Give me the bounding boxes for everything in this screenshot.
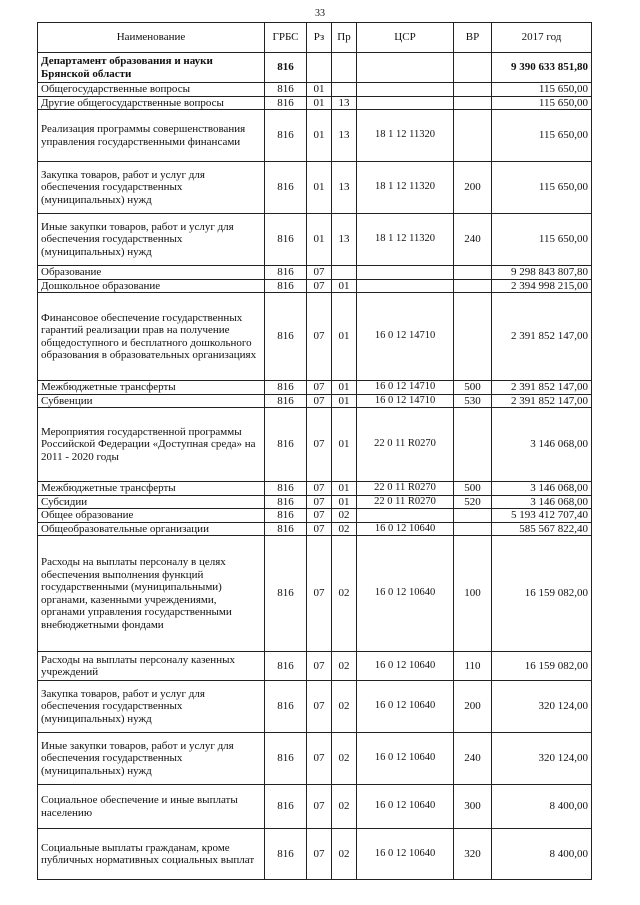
cell-csr: 16 0 12 10640 bbox=[357, 652, 454, 681]
cell-amount: 8 400,00 bbox=[492, 829, 592, 880]
table-row bbox=[38, 482, 592, 496]
cell-csr bbox=[357, 509, 454, 523]
cell-vr: 320 bbox=[454, 829, 492, 880]
cell-vr bbox=[454, 408, 492, 482]
cell-amount: 585 567 822,40 bbox=[492, 522, 592, 536]
cell-csr bbox=[357, 279, 454, 293]
table-row bbox=[38, 829, 592, 880]
cell-rz: 01 bbox=[307, 110, 332, 162]
cell-rz: 07 bbox=[307, 482, 332, 496]
cell-name: Дошкольное образование bbox=[38, 279, 265, 293]
cell-vr: 300 bbox=[454, 785, 492, 829]
table-row bbox=[38, 785, 592, 829]
cell-pr: 01 bbox=[332, 408, 357, 482]
cell-name: Общеобразовательные организации bbox=[38, 522, 265, 536]
cell-name: Закупка товаров, работ и услуг для обеспечения государственных (муниципальных) нужд bbox=[38, 681, 265, 733]
cell-pr: 02 bbox=[332, 536, 357, 652]
table-row bbox=[38, 96, 592, 110]
cell-pr: 01 bbox=[332, 394, 357, 408]
cell-rz: 01 bbox=[307, 83, 332, 97]
cell-name: Иные закупки товаров, работ и услуг для обеспечения государственных (муниципальных) нужд bbox=[38, 733, 265, 785]
table-row bbox=[38, 279, 592, 293]
cell-csr: 22 0 11 R0270 bbox=[357, 408, 454, 482]
cell-pr bbox=[332, 83, 357, 97]
cell-rz: 07 bbox=[307, 381, 332, 395]
cell-csr: 16 0 12 14710 bbox=[357, 394, 454, 408]
cell-rz: 07 bbox=[307, 829, 332, 880]
cell-rz: 01 bbox=[307, 214, 332, 266]
cell-csr: 16 0 12 10640 bbox=[357, 733, 454, 785]
cell-amount: 3 146 068,00 bbox=[492, 408, 592, 482]
cell-grbs: 816 bbox=[265, 829, 307, 880]
cell-csr: 22 0 11 R0270 bbox=[357, 482, 454, 496]
cell-vr: 110 bbox=[454, 652, 492, 681]
table-row bbox=[38, 83, 592, 97]
cell-pr: 02 bbox=[332, 522, 357, 536]
cell-vr: 200 bbox=[454, 681, 492, 733]
cell-pr: 02 bbox=[332, 681, 357, 733]
cell-amount: 115 650,00 bbox=[492, 214, 592, 266]
cell-csr: 16 0 12 10640 bbox=[357, 536, 454, 652]
cell-grbs: 816 bbox=[265, 408, 307, 482]
cell-pr: 02 bbox=[332, 733, 357, 785]
cell-amount: 3 146 068,00 bbox=[492, 482, 592, 496]
cell-rz: 07 bbox=[307, 495, 332, 509]
header-grbs: ГРБС bbox=[265, 23, 307, 53]
cell-rz: 07 bbox=[307, 785, 332, 829]
table-row bbox=[38, 509, 592, 523]
cell-grbs: 816 bbox=[265, 53, 307, 83]
cell-amount: 9 390 633 851,80 bbox=[492, 53, 592, 83]
cell-rz: 07 bbox=[307, 408, 332, 482]
cell-pr: 02 bbox=[332, 785, 357, 829]
cell-rz bbox=[307, 53, 332, 83]
cell-vr bbox=[454, 266, 492, 280]
cell-vr: 200 bbox=[454, 162, 492, 214]
cell-vr bbox=[454, 522, 492, 536]
page-number: 33 bbox=[315, 8, 325, 19]
cell-grbs: 816 bbox=[265, 522, 307, 536]
cell-csr: 16 0 12 14710 bbox=[357, 293, 454, 381]
cell-vr: 240 bbox=[454, 214, 492, 266]
cell-vr: 530 bbox=[454, 394, 492, 408]
cell-csr: 16 0 12 10640 bbox=[357, 785, 454, 829]
cell-pr: 13 bbox=[332, 214, 357, 266]
cell-amount: 9 298 843 807,80 bbox=[492, 266, 592, 280]
cell-name: Общегосударственные вопросы bbox=[38, 83, 265, 97]
cell-grbs: 816 bbox=[265, 733, 307, 785]
cell-csr bbox=[357, 83, 454, 97]
cell-pr: 13 bbox=[332, 96, 357, 110]
header-rz: Рз bbox=[307, 23, 332, 53]
cell-vr: 240 bbox=[454, 733, 492, 785]
cell-pr: 13 bbox=[332, 110, 357, 162]
cell-grbs: 816 bbox=[265, 785, 307, 829]
cell-rz: 07 bbox=[307, 266, 332, 280]
cell-grbs: 816 bbox=[265, 495, 307, 509]
cell-grbs: 816 bbox=[265, 536, 307, 652]
cell-pr: 02 bbox=[332, 829, 357, 880]
header-name: Наименование bbox=[38, 23, 265, 53]
cell-amount: 2 394 998 215,00 bbox=[492, 279, 592, 293]
cell-name: Межбюджетные трансферты bbox=[38, 381, 265, 395]
cell-rz: 01 bbox=[307, 96, 332, 110]
cell-amount: 16 159 082,00 bbox=[492, 652, 592, 681]
cell-grbs: 816 bbox=[265, 83, 307, 97]
cell-name: Закупка товаров, работ и услуг для обеспечения государственных (муниципальных) нужд bbox=[38, 162, 265, 214]
cell-name: Субвенции bbox=[38, 394, 265, 408]
table-row bbox=[38, 53, 592, 83]
cell-amount: 115 650,00 bbox=[492, 83, 592, 97]
cell-name: Общее образование bbox=[38, 509, 265, 523]
table-row bbox=[38, 110, 592, 162]
cell-rz: 07 bbox=[307, 279, 332, 293]
table-row bbox=[38, 681, 592, 733]
cell-csr: 16 0 12 10640 bbox=[357, 681, 454, 733]
cell-amount: 115 650,00 bbox=[492, 96, 592, 110]
budget-table bbox=[37, 22, 592, 880]
cell-pr: 13 bbox=[332, 162, 357, 214]
cell-csr: 22 0 11 R0270 bbox=[357, 495, 454, 509]
cell-grbs: 816 bbox=[265, 681, 307, 733]
table-row bbox=[38, 266, 592, 280]
cell-name: Другие общегосударственные вопросы bbox=[38, 96, 265, 110]
table-row bbox=[38, 214, 592, 266]
cell-name: Образование bbox=[38, 266, 265, 280]
cell-amount: 115 650,00 bbox=[492, 162, 592, 214]
header-pr: Пр bbox=[332, 23, 357, 53]
cell-pr: 01 bbox=[332, 279, 357, 293]
cell-amount: 16 159 082,00 bbox=[492, 536, 592, 652]
table-row bbox=[38, 381, 592, 395]
cell-amount: 8 400,00 bbox=[492, 785, 592, 829]
cell-name: Социальное обеспечение и иные выплаты населению bbox=[38, 785, 265, 829]
cell-amount: 2 391 852 147,00 bbox=[492, 381, 592, 395]
cell-grbs: 816 bbox=[265, 279, 307, 293]
cell-vr bbox=[454, 110, 492, 162]
table-row bbox=[38, 394, 592, 408]
cell-pr bbox=[332, 266, 357, 280]
cell-amount: 5 193 412 707,40 bbox=[492, 509, 592, 523]
cell-grbs: 816 bbox=[265, 381, 307, 395]
cell-vr: 500 bbox=[454, 381, 492, 395]
table-body bbox=[38, 53, 592, 880]
header-csr: ЦСР bbox=[357, 23, 454, 53]
cell-vr bbox=[454, 96, 492, 110]
cell-name: Мероприятия государственной программы Российской Федерации «Доступная среда» на 2011 - 2020 годы bbox=[38, 408, 265, 482]
cell-rz: 07 bbox=[307, 522, 332, 536]
header-year: 2017 год bbox=[492, 23, 592, 53]
cell-vr bbox=[454, 83, 492, 97]
table-row bbox=[38, 162, 592, 214]
cell-name: Иные закупки товаров, работ и услуг для обеспечения государственных (муниципальных) нужд bbox=[38, 214, 265, 266]
table-row bbox=[38, 652, 592, 681]
cell-rz: 07 bbox=[307, 394, 332, 408]
cell-pr: 02 bbox=[332, 652, 357, 681]
cell-rz: 07 bbox=[307, 652, 332, 681]
cell-grbs: 816 bbox=[265, 394, 307, 408]
cell-name: Финансовое обеспечение государственных гарантий реализации прав на получение общедоступного и бесплатного дошкольного образования в образовательных организациях bbox=[38, 293, 265, 381]
header-vr: ВР bbox=[454, 23, 492, 53]
cell-name: Реализация программы совершенствования управления государственными финансами bbox=[38, 110, 265, 162]
cell-vr bbox=[454, 53, 492, 83]
cell-name: Расходы на выплаты персоналу в целях обеспечения выполнения функций государственными (муниципальными) органами, казенными учреждениями, органами управления государственными внебюджетными фондами bbox=[38, 536, 265, 652]
cell-csr bbox=[357, 53, 454, 83]
cell-vr bbox=[454, 509, 492, 523]
cell-name: Департамент образования и науки Брянской области bbox=[38, 53, 265, 83]
cell-grbs: 816 bbox=[265, 96, 307, 110]
cell-pr: 01 bbox=[332, 495, 357, 509]
table-header-row bbox=[38, 23, 592, 53]
cell-name: Социальные выплаты гражданам, кроме публичных нормативных социальных выплат bbox=[38, 829, 265, 880]
cell-pr bbox=[332, 53, 357, 83]
cell-rz: 07 bbox=[307, 293, 332, 381]
cell-rz: 07 bbox=[307, 509, 332, 523]
cell-grbs: 816 bbox=[265, 162, 307, 214]
cell-grbs: 816 bbox=[265, 293, 307, 381]
cell-pr: 01 bbox=[332, 482, 357, 496]
table-row bbox=[38, 536, 592, 652]
cell-pr: 01 bbox=[332, 293, 357, 381]
cell-vr: 520 bbox=[454, 495, 492, 509]
cell-amount: 2 391 852 147,00 bbox=[492, 394, 592, 408]
cell-grbs: 816 bbox=[265, 482, 307, 496]
cell-pr: 01 bbox=[332, 381, 357, 395]
cell-csr: 18 1 12 11320 bbox=[357, 110, 454, 162]
cell-grbs: 816 bbox=[265, 652, 307, 681]
cell-vr bbox=[454, 293, 492, 381]
cell-csr bbox=[357, 96, 454, 110]
cell-pr: 02 bbox=[332, 509, 357, 523]
cell-vr: 500 bbox=[454, 482, 492, 496]
cell-amount: 115 650,00 bbox=[492, 110, 592, 162]
cell-rz: 01 bbox=[307, 162, 332, 214]
table-row bbox=[38, 522, 592, 536]
cell-csr bbox=[357, 266, 454, 280]
cell-grbs: 816 bbox=[265, 509, 307, 523]
cell-vr: 100 bbox=[454, 536, 492, 652]
cell-rz: 07 bbox=[307, 681, 332, 733]
cell-name: Субсидии bbox=[38, 495, 265, 509]
table-row bbox=[38, 733, 592, 785]
table-row bbox=[38, 495, 592, 509]
cell-rz: 07 bbox=[307, 536, 332, 652]
cell-rz: 07 bbox=[307, 733, 332, 785]
cell-vr bbox=[454, 279, 492, 293]
cell-name: Расходы на выплаты персоналу казенных учреждений bbox=[38, 652, 265, 681]
table-row bbox=[38, 408, 592, 482]
cell-grbs: 816 bbox=[265, 266, 307, 280]
cell-grbs: 816 bbox=[265, 110, 307, 162]
cell-csr: 16 0 12 10640 bbox=[357, 522, 454, 536]
cell-csr: 16 0 12 14710 bbox=[357, 381, 454, 395]
cell-csr: 16 0 12 10640 bbox=[357, 829, 454, 880]
cell-amount: 3 146 068,00 bbox=[492, 495, 592, 509]
table-row bbox=[38, 293, 592, 381]
cell-name: Межбюджетные трансферты bbox=[38, 482, 265, 496]
cell-amount: 2 391 852 147,00 bbox=[492, 293, 592, 381]
cell-amount: 320 124,00 bbox=[492, 681, 592, 733]
cell-amount: 320 124,00 bbox=[492, 733, 592, 785]
cell-csr: 18 1 12 11320 bbox=[357, 214, 454, 266]
cell-csr: 18 1 12 11320 bbox=[357, 162, 454, 214]
cell-grbs: 816 bbox=[265, 214, 307, 266]
